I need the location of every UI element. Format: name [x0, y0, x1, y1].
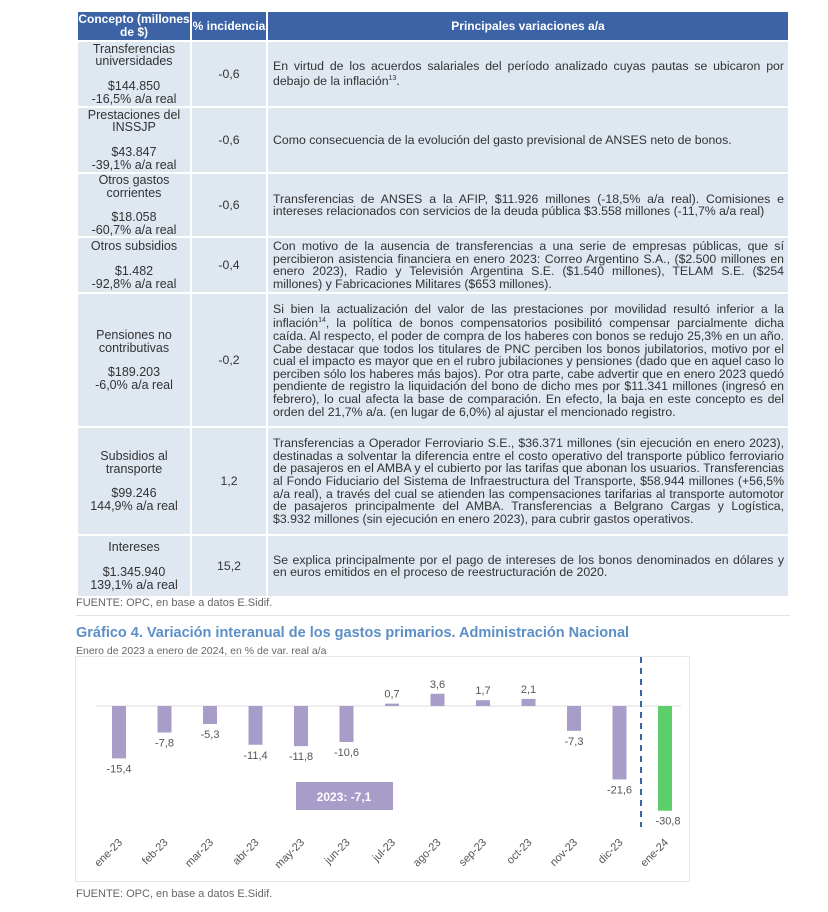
- x-tick-label: dic-23: [595, 836, 626, 867]
- chart-source: FUENTE: OPC, en base a datos E.Sidif.: [76, 888, 273, 900]
- concept-amount: $144.850: [107, 79, 161, 93]
- bar-jul-23: [385, 704, 399, 706]
- concept-amount: $189.203: [107, 365, 161, 380]
- variation-text: Como consecuencia de la evolución del gasto previsional de ANSES neto de bonos.: [273, 132, 732, 147]
- variation-text: Transferencias de ANSES a la AFIP, $11.926 millones (-18,5% a/a real). Comisiones e intereses relacionados con servicios de la deuda pública $3.558 millones (-11,7% a/a real): [273, 191, 784, 219]
- concept-name: Pensiones no contributivas: [96, 328, 172, 355]
- bar-mar-23: [203, 706, 217, 724]
- concept-cell: [77, 293, 191, 427]
- data-label: 2,1: [520, 683, 537, 696]
- concept-cell: [77, 237, 191, 293]
- variation-cell: [267, 427, 789, 535]
- data-label: -11,4: [243, 749, 268, 762]
- data-label: 1,7: [475, 685, 491, 698]
- chart-title: Gráfico 4. Variación interanual de los gastos primarios. Administración Nacional: [76, 625, 630, 641]
- x-tick-label: oct-23: [504, 836, 535, 867]
- incidence-cell: -0,6: [191, 173, 267, 237]
- variation-text-end: , la política de bonos compensatorios posibilitó compensar parcialmente dicha caída. Al respecto, el poder de compra de los haberes con bonos se redujo 25,3% en un año. Cabe destacar que todos los titulares de PNC perciben los bonos jubilatorios, motivo por el cual el impacto es mayor que en el rubro jubilaciones y pensiones (dado que en aquel caso lo perciben sólo los haberes más bajos). Por otra parte, cabe advertir que en enero 2023 quedó pendiente de registro la liquidación del bono de dicho mes por $11.341 millones (ingresó en febrero), lo cual afecta la base de comparación. En efecto, la baja en este concepto es del orden del 21,7% a/a. (en lugar de 6,0%) al ajustar el mencionado registro.: [273, 316, 784, 419]
- bar-dic-23: [613, 706, 627, 779]
- table-row: [77, 535, 789, 597]
- x-tick-label: sep-23: [456, 836, 490, 869]
- concept-cell: [77, 535, 191, 597]
- concept-cell: [77, 41, 191, 107]
- footnote-ref: 13: [388, 74, 397, 82]
- bar-chart: [75, 656, 690, 882]
- data-label: -15,4: [106, 763, 132, 776]
- bar-ago-23: [431, 694, 445, 706]
- x-tick-label: ago-23: [410, 836, 444, 870]
- bar-ene-23: [112, 706, 126, 758]
- incidence-cell: -0,6: [191, 107, 267, 173]
- variation-cell: [267, 293, 789, 427]
- header-concept: Concepto (millones de $): [78, 12, 190, 39]
- bar-abr-23: [249, 706, 263, 745]
- bar-oct-23: [522, 699, 536, 706]
- concept-cell: [77, 173, 191, 237]
- chart-svg: [76, 657, 689, 881]
- concept-amount: $1.345.940: [102, 565, 166, 580]
- variation-text: Transferencias a Operador Ferroviario S.E., $36.371 millones (sin ejecución en enero 2023), destinadas a solventar la diferencia entre el costo operativo del transporte público ferroviario de pasajeros en el AMBA y el cubierto por las tarifas que abonan los usuarios. Transferencias al Fondo Fiduciario del Sistema de Infraestructura del Transporte, $58.944 millones (+56,5% a/a real), a través del cual se atienden las compensaciones tarifarias al transporte automotor de pasajeros principalmente del AMBA. Transferencias a Belgrano Cargas y Logística, $3.932 millones (sin ejecución en enero 2023), para cubrir gastos operativos.: [273, 436, 784, 526]
- concept-cell: [77, 107, 191, 173]
- variation-text: Si bien la actualización del valor de las prestaciones por movilidad resultó inferior a la inflación: [273, 301, 784, 331]
- concept-name: Prestaciones del INSSJP: [87, 107, 181, 135]
- data-label: -5,3: [200, 729, 220, 742]
- bar-nov-23: [567, 706, 581, 731]
- x-tick-label: feb-23: [140, 836, 171, 868]
- concept-cell: [77, 427, 191, 535]
- x-tick-label: ene-24: [638, 836, 672, 870]
- variation-cell: [267, 237, 789, 293]
- concept-change: -92,8% a/a real: [91, 276, 177, 291]
- concept-name: Otros subsidios: [90, 239, 178, 254]
- variation-text: Con motivo de la ausencia de transferencias a una serie de empresas públicas, que sí percibieron asistencia financiera en enero 2023: Correo Argentino S.A., ($2.500 millones en enero 2023), Radio y Televisión Argentina S.E. ($1.540 millones), TELAM S.E. ($254 millones) y Fabricaciones Militares ($653 millones).: [273, 239, 784, 291]
- table-row: [77, 427, 789, 535]
- variation-cell: [267, 107, 789, 173]
- data-label: -7,3: [564, 735, 584, 748]
- concept-name: Intereses: [108, 540, 160, 555]
- concept-amount: $1.482: [114, 264, 154, 279]
- expenditure-table: [76, 10, 790, 598]
- x-tick-label: ene-23: [92, 836, 126, 870]
- incidence-cell: 1,2: [191, 427, 267, 535]
- data-label: 3,6: [429, 678, 446, 691]
- concept-change: -60,7% a/a real: [91, 222, 177, 237]
- incidence-cell: 15,2: [191, 535, 267, 597]
- x-tick-label: abr-23: [230, 836, 262, 868]
- data-label: -21,6: [606, 784, 633, 797]
- bar-jun-23: [340, 706, 354, 742]
- bar-sep-23: [476, 700, 490, 706]
- x-tick-label: mar-23: [182, 836, 217, 870]
- x-tick-label: nov-23: [547, 836, 581, 869]
- x-tick-label: may-23: [272, 836, 308, 872]
- table-row: [77, 293, 789, 427]
- concept-amount: $18.058: [111, 210, 157, 225]
- variation-cell: [267, 41, 789, 107]
- variation-text: En virtud de los acuerdos salariales del período analizado cuyas pautas se ubicaron por debajo de la inflación: [273, 59, 784, 89]
- table-row: [77, 41, 789, 107]
- bar-may-23: [294, 706, 308, 746]
- header-incidence: % incidencia: [191, 11, 267, 41]
- variation-text-end: .: [396, 74, 400, 89]
- concept-amount: $99.246: [111, 486, 157, 501]
- x-tick-label: jun-23: [322, 836, 353, 867]
- variation-text: Se explica principalmente por el pago de intereses de los bonos denominados en dólares y en euros emitidos en el proceso de reestructuración de 2020.: [273, 552, 784, 580]
- footnote-ref: 14: [318, 317, 326, 325]
- data-label: -11,8: [288, 751, 314, 764]
- variation-cell: [267, 173, 789, 237]
- divider: [76, 615, 790, 616]
- bar-ene-24: [658, 706, 672, 811]
- table-row: [77, 237, 789, 293]
- variation-cell: [267, 535, 789, 597]
- annual-label: 2023: -7,1: [316, 790, 372, 804]
- concept-change: 139,1% a/a real: [90, 577, 178, 592]
- x-tick-label: jul-23: [370, 836, 399, 865]
- incidence-cell: -0,6: [191, 41, 267, 107]
- data-label: -30,8: [655, 815, 681, 828]
- incidence-cell: -0,4: [191, 237, 267, 293]
- header-variations: Principales variaciones a/a: [267, 11, 789, 41]
- table-row: [77, 173, 789, 237]
- concept-amount: $43.847: [111, 145, 157, 159]
- data-label: 0,7: [384, 688, 400, 701]
- chart-subtitle: Enero de 2023 a enero de 2024, en % de var. real a/a: [76, 645, 327, 657]
- incidence-cell: -0,2: [191, 293, 267, 427]
- concept-change: -16,5% a/a real: [91, 91, 177, 106]
- data-label: -10,6: [333, 747, 360, 760]
- concept-change: -39,1% a/a real: [91, 157, 177, 172]
- bar-feb-23: [158, 706, 172, 733]
- concept-name: Transferencias universidades: [92, 41, 176, 69]
- concept-change: 144,9% a/a real: [90, 498, 178, 513]
- concept-change: -6,0% a/a real: [95, 377, 173, 392]
- concept-name: Otros gastos corrientes: [98, 173, 170, 200]
- table-row: [77, 107, 789, 173]
- table-source: FUENTE: OPC, en base a datos E.Sidif.: [76, 597, 273, 609]
- data-label: -7,8: [155, 737, 174, 750]
- concept-name: Subsidios al transporte: [100, 449, 168, 476]
